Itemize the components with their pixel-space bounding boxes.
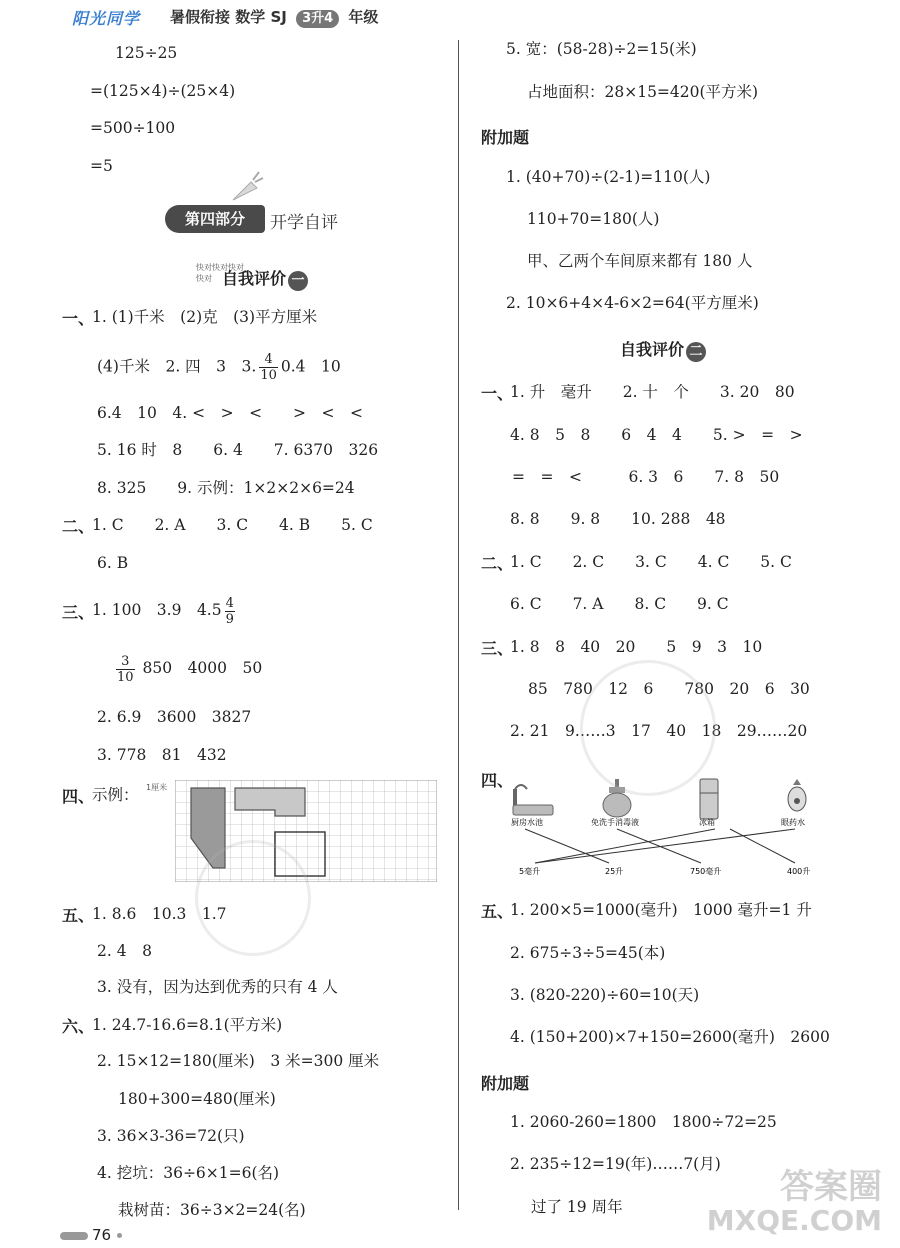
fraction (116, 654, 135, 685)
grade-badge: 3升4 (296, 10, 339, 28)
watermark-line: 答案圈 (780, 1167, 882, 1207)
answer-line: 1. (1)千米 (2)克 (3)平方厘米 (92, 308, 318, 326)
answer-line: = = < 6. 3 6 7. 8 50 (512, 468, 780, 486)
matching-diagram (505, 775, 855, 880)
brand-logo: 阳光同学 (72, 9, 141, 28)
answer-line: 2. 235÷12=19(年)……7(月) (510, 1155, 721, 1173)
match-line (535, 829, 795, 863)
eval-title-text: 自我评价 (620, 340, 685, 359)
part-title: 开学自评 (270, 213, 338, 233)
eval-title-2 (620, 337, 706, 362)
fraction-numerator: 4 (225, 595, 234, 611)
fraction-denominator: 10 (260, 368, 277, 383)
section-label: 四、 (62, 787, 95, 806)
answer-line: 6. C 7. A 8. C 9. C (510, 595, 729, 613)
small-tag: 快对快对快对 (196, 263, 244, 272)
match-top-label: 眼药水 (781, 818, 805, 827)
answer-line: 1. 200×5=1000(毫升) 1000 毫升=1 升 (510, 901, 812, 919)
answer-line: 甲、乙两个车间原来都有 180 人 (527, 252, 753, 270)
calc-line-2: =(125×4)÷(25×4) (90, 82, 236, 100)
answer-line: 5. 宽：(58-28)÷2=15(米) (506, 40, 697, 58)
match-top-label: 冰箱 (699, 818, 715, 827)
section-label: 三、 (62, 603, 95, 622)
answer-line (92, 590, 238, 630)
section-label: 五、 (62, 906, 95, 925)
answer-line: 2. 15×12=180(厘米) 3 米=300 厘米 (97, 1052, 380, 1070)
match-line (525, 829, 609, 863)
answer-line: 1. 升 毫升 2. 十 个 3. 20 80 (510, 383, 795, 401)
extra-title: 附加题 (481, 1074, 530, 1093)
answer-line (113, 648, 262, 688)
answer-text: 850 4000 50 (142, 659, 263, 677)
answer-line: 栽树苗：36÷3×2=24(名) (118, 1201, 306, 1219)
footer-bar (60, 1232, 88, 1240)
calc-line-4: =5 (90, 157, 113, 175)
answer-line: 2. 675÷3÷5=45(本) (510, 944, 666, 962)
answer-line: 4. (150+200)×7+150=2600(毫升) 2600 (510, 1028, 830, 1046)
eval-badge: 一 (288, 271, 308, 291)
answer-line: 8. 8 9. 8 10. 288 48 (510, 510, 726, 528)
answer-line: 2. 6.9 3600 3827 (97, 708, 252, 726)
part-banner: 第四部分 (165, 205, 265, 233)
answer-text: 1. 100 3.9 4.5 (92, 601, 222, 619)
match-bottom-label: 5毫升 (519, 867, 541, 876)
matching-figure (505, 775, 855, 880)
fraction (259, 352, 278, 383)
answer-line: 1. 8.6 10.3 1.7 (92, 905, 227, 923)
answer-text: 0.4 10 (280, 357, 341, 376)
answer-line: 6. B (97, 554, 129, 572)
section-label: 二、 (62, 517, 95, 536)
answer-text: 2. 四 3 (165, 357, 242, 376)
answer-line: 3. 36×3-36=72(只) (97, 1127, 245, 1145)
stamp-watermark (195, 840, 311, 956)
section-label: 二、 (481, 554, 514, 573)
page-number: 76 (92, 1226, 112, 1244)
fraction (225, 596, 235, 627)
answer-line: 4. 挖坑：36÷6×1=6(名) (97, 1164, 280, 1182)
answer-line: 示例： (92, 786, 139, 804)
match-bottom-label: 750毫升 (690, 867, 722, 876)
eye-drops-icon (788, 779, 806, 811)
fraction-numerator: 3 (116, 654, 135, 670)
answer-line: 1. 2060-260=1800 1800÷72=25 (510, 1113, 777, 1131)
answer-line: 2. 21 9……3 17 40 18 29……20 (510, 722, 808, 740)
answer-line: 85 780 12 6 780 20 6 30 (528, 680, 810, 698)
answer-line: 5. 16 时 8 6. 4 7. 6370 326 (97, 441, 379, 459)
match-line (730, 829, 795, 863)
answer-line: 3. 没有，因为达到优秀的只有 4 人 (97, 978, 338, 996)
answer-line: 4. 8 5 8 6 4 4 5. > = > (510, 426, 803, 444)
extra-title: 附加题 (481, 128, 530, 147)
fraction-numerator: 4 (259, 352, 278, 368)
answer-line: 1. (40+70)÷(2-1)=110(人) (506, 168, 711, 186)
eval-badge: 二 (686, 342, 706, 362)
carrot-icon (225, 170, 265, 206)
match-top-label: 厨房水池 (511, 818, 543, 827)
unit-label: 1厘米 (146, 783, 168, 792)
title-prefix: 暑假衔接 数学 SJ (170, 8, 287, 26)
answer-line: 6.4 10 4. < > < > < < (97, 404, 364, 422)
title-suffix: 年级 (348, 8, 379, 26)
answer-line: 3. (820-220)÷60=10(天) (510, 986, 700, 1004)
page-footer (60, 1226, 122, 1244)
eval-title-text: 自我评价 (222, 269, 287, 288)
answer-text: (4)千米 (97, 357, 166, 376)
answer-line: 1. C 2. A 3. C 4. B 5. C (92, 516, 373, 534)
calc-line-1: 125÷25 (115, 44, 178, 62)
book-title (170, 6, 378, 28)
stamp-watermark (580, 660, 716, 796)
answer-line: 8. 325 9. 示例：1×2×2×6=24 (97, 479, 355, 497)
section-label: 一、 (62, 309, 95, 328)
eval-title-1 (222, 266, 308, 291)
answer-line: 110+70=180(人) (527, 210, 660, 228)
answer-line: 2. 4 8 (97, 942, 152, 960)
section-label: 五、 (481, 902, 514, 921)
section-label: 三、 (481, 639, 514, 658)
answer-line: 1. C 2. C 3. C 4. C 5. C (510, 553, 792, 571)
section-label: 四、 (481, 771, 514, 790)
section-label: 六、 (62, 1017, 95, 1036)
answer-line: 3. 778 81 432 (97, 746, 227, 764)
answer-line: 1. 24.7-16.6=8.1(平方米) (92, 1016, 283, 1034)
section-label: 一、 (481, 384, 514, 403)
match-top-label: 免洗手消毒液 (591, 818, 639, 827)
fraction-denominator: 10 (117, 669, 134, 685)
answer-line: 占地面积：28×15=420(平方米) (527, 83, 759, 101)
small-tag: 快对 (196, 274, 212, 283)
answer-line: 180+300=480(厘米) (118, 1090, 276, 1108)
footer-dot (117, 1233, 122, 1238)
answer-line: 1. 8 8 40 20 5 9 3 10 (510, 638, 763, 656)
column-divider (458, 40, 459, 1210)
sink-icon (513, 785, 553, 815)
site-watermark (706, 1167, 882, 1238)
answer-line: 过了 19 周年 (531, 1198, 623, 1216)
answer-line (97, 352, 341, 383)
answer-text: 3. (241, 357, 257, 376)
fridge-icon (700, 779, 718, 819)
match-bottom-label: 400升 (787, 867, 811, 876)
page-header (0, 0, 900, 34)
match-bottom-label: 25升 (605, 867, 624, 876)
fraction-denominator: 9 (225, 611, 234, 627)
answer-line: 2. 10×6+4×4-6×2=64(平方厘米) (506, 294, 759, 312)
watermark-line: MXQE.COM (706, 1204, 882, 1237)
calc-line-3: =500÷100 (90, 119, 176, 137)
